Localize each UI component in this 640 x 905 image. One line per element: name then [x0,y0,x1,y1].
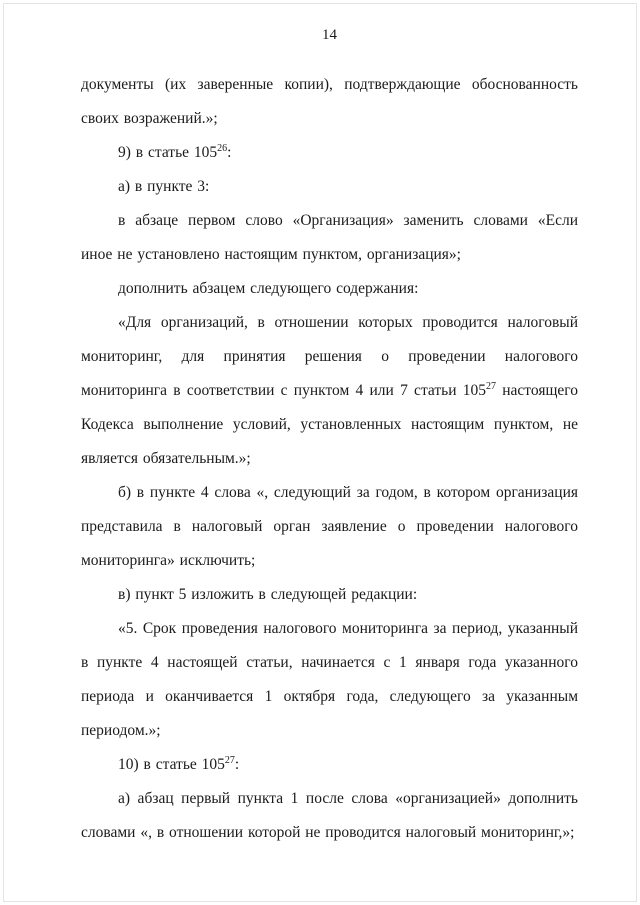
paragraph-text: а) в пункте 3: [118,178,210,195]
paragraph [81,68,578,136]
paragraph-text: а) абзац первый пункта 1 после слова «организацией» дополнить словами «, в отношении которой не проводится налоговый мониторинг,»; [81,790,578,841]
superscript-text: 27 [224,754,235,766]
paragraph-text: 10) в статье 105 [118,756,225,773]
paragraph [81,204,578,272]
paragraph [81,170,578,204]
paragraph [81,578,578,612]
paragraph-text: : [234,756,240,773]
superscript-text: 27 [486,380,497,392]
paragraph-text: в абзаце первом слово «Организация» заменить словами «Если иное не установлено настоящим пунктом, организация»; [81,212,578,263]
paragraph [81,748,578,782]
paragraph-text: дополнить абзацем следующего содержания: [118,280,419,297]
paragraph-text: в) пункт 5 изложить в следующей редакции: [118,586,418,603]
paragraph-text: настоящего Кодекса выполнение условий, установленных настоящим пунктом, не является обязательным.»; [81,382,578,467]
paragraph [81,476,578,578]
paragraph-text: б) в пункте 4 слова «, следующий за годом, в котором организация представила в налоговый орган заявление о проведении налогового мониторинга» исключить; [81,484,578,569]
paragraph [81,306,578,476]
paragraph-text: «Для организаций, в отношении которых проводится налоговый мониторинг, для принятия решения о проведении налогового мониторинга в соответствии с пунктом 4 или 7 статьи 105 [81,314,578,399]
paragraph [81,612,578,748]
document-body [81,68,578,850]
paragraph-text: : [227,144,232,161]
paragraph-text: 9) в статье 105 [118,144,218,161]
paragraph [81,136,578,170]
paragraph-text: «5. Срок проведения налогового мониторинга за период, указанный в пункте 4 настоящей статьи, начинается с 1 января года указанного периода и оканчивается 1 октября года, следующего за указанным периодом.»; [81,620,578,739]
superscript-text: 26 [217,142,228,154]
page-number: 14 [322,27,337,43]
paragraph [81,782,578,850]
paragraph-text: документы (их заверенные копии), подтверждающие обоснованность своих возражений.»; [81,76,578,127]
paragraph [81,272,578,306]
